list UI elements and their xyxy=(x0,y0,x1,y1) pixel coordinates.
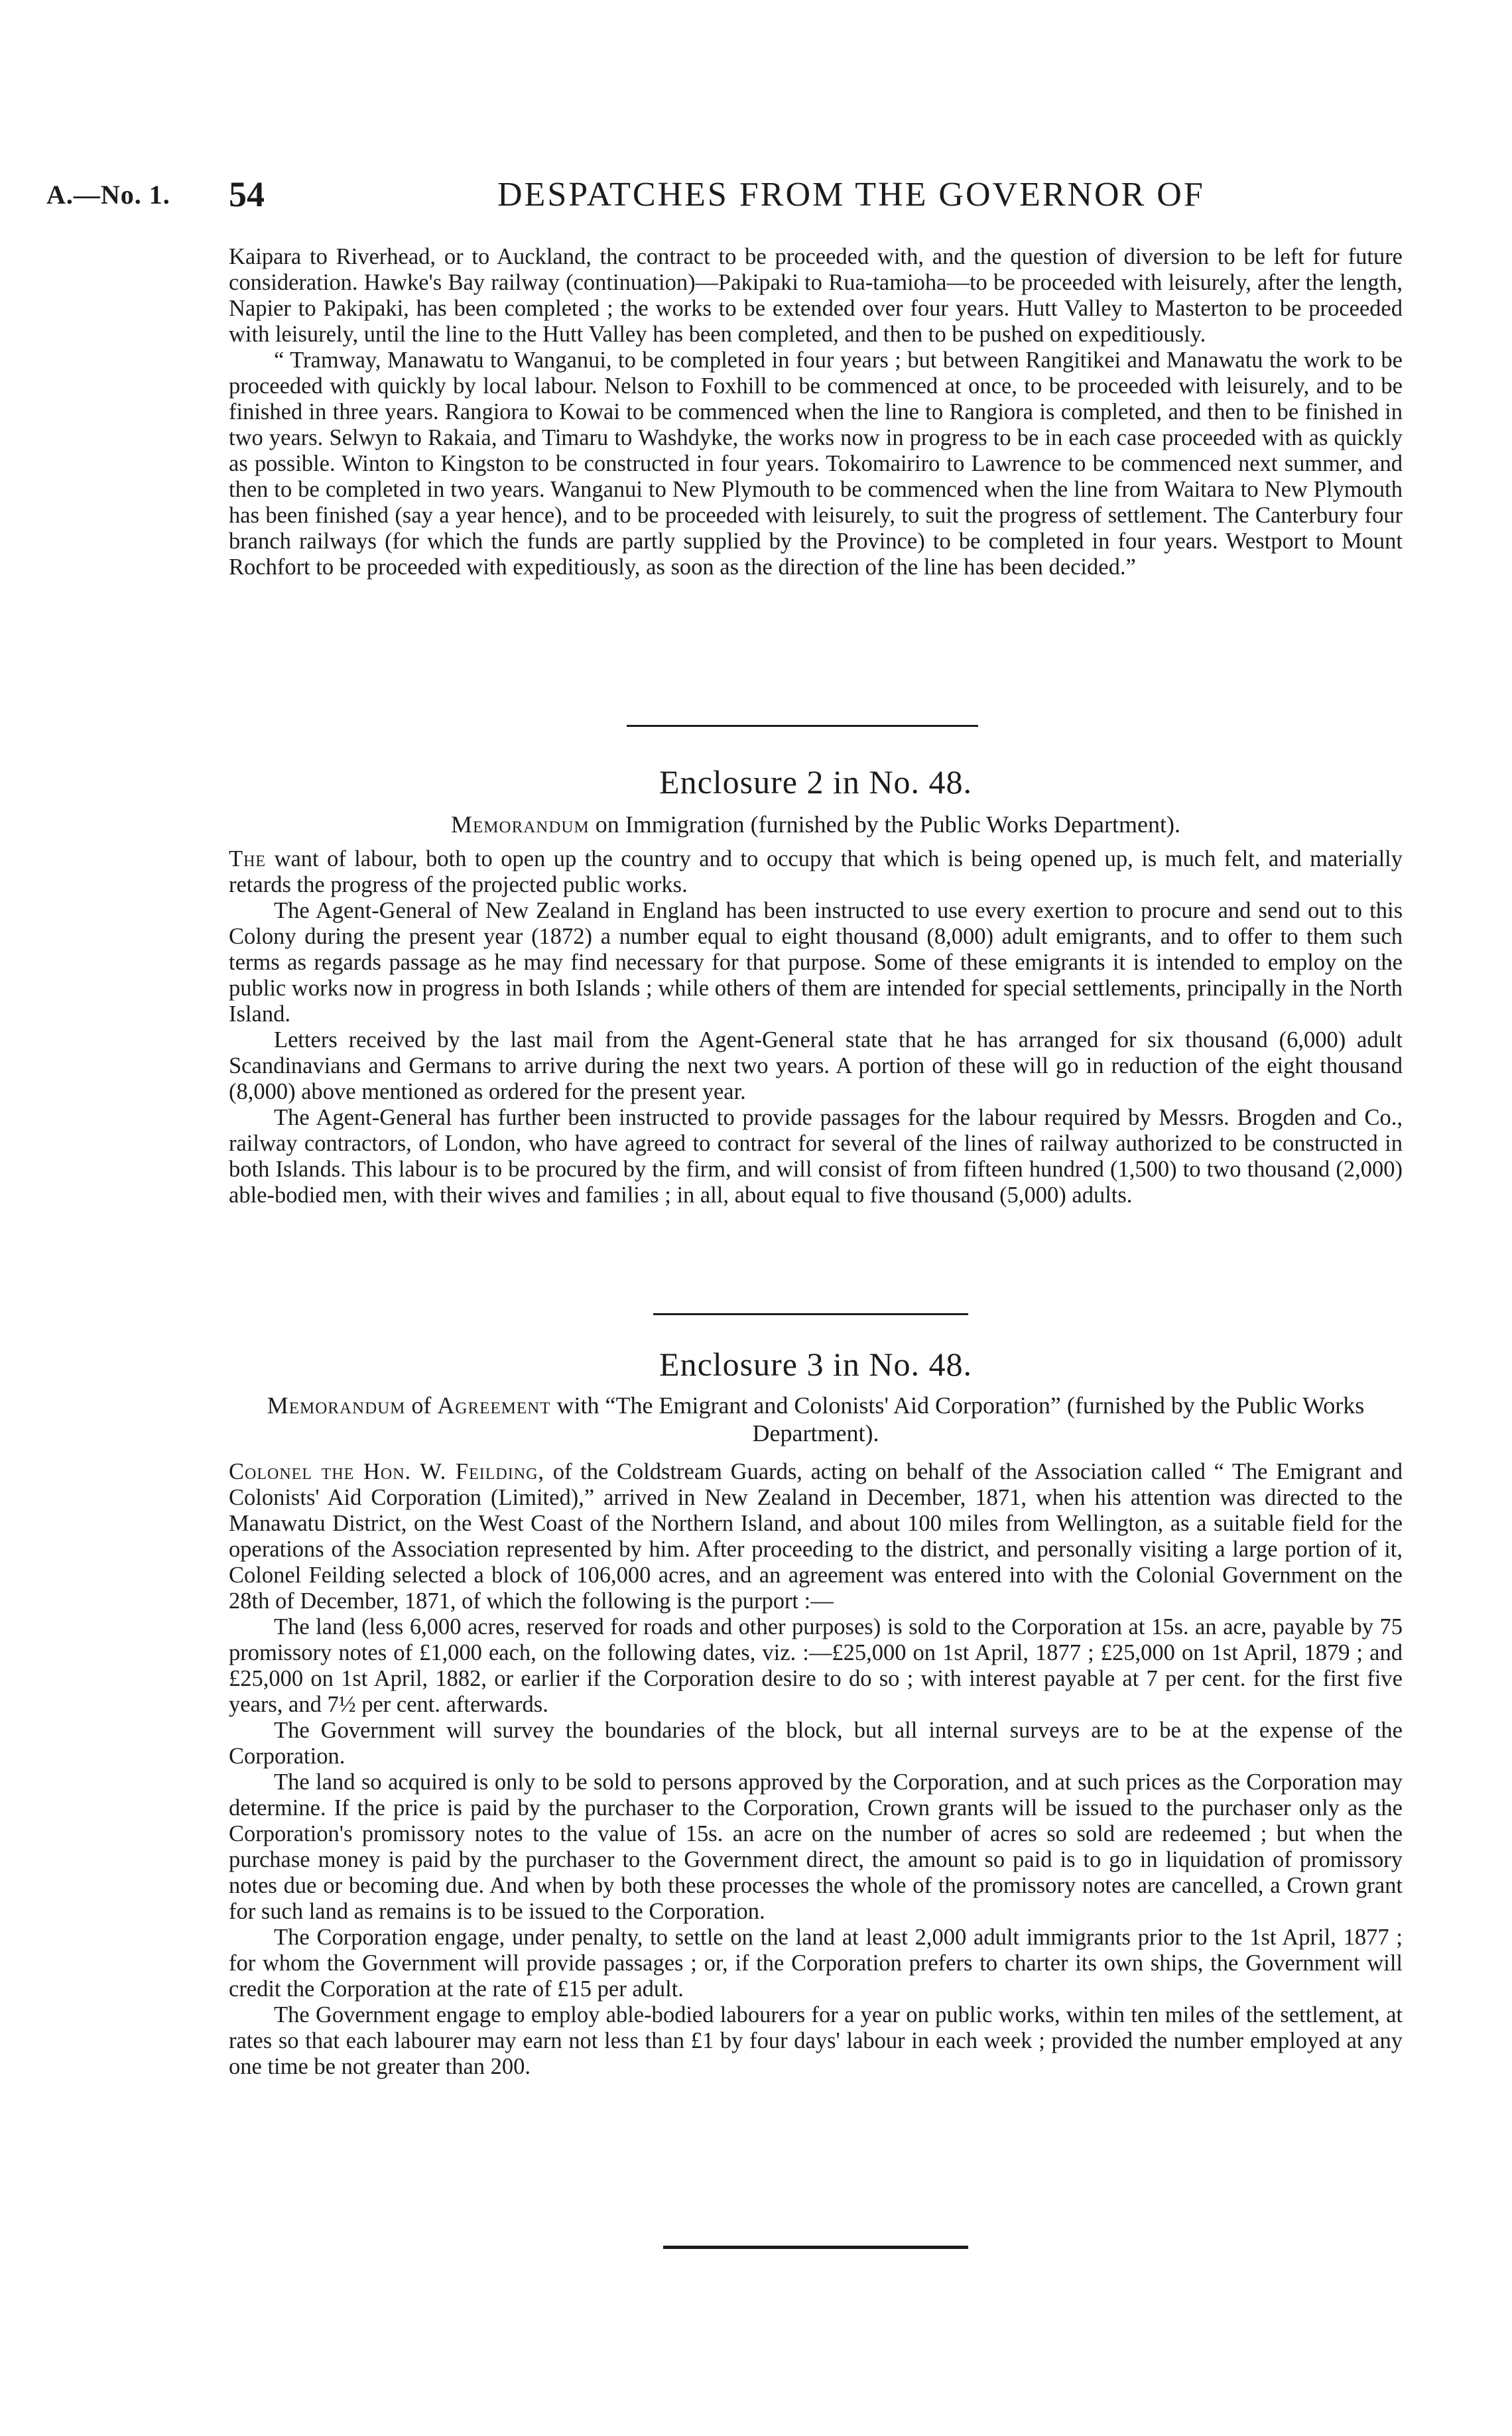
subtitle-caps: Memorandum xyxy=(267,1392,406,1419)
paragraph xyxy=(229,846,1403,898)
enclosure-3-subtitle xyxy=(229,1391,1403,1447)
page-header xyxy=(46,174,1466,220)
lead-caps: The xyxy=(229,846,267,871)
section-divider xyxy=(653,1313,968,1315)
paragraph: The Agent-General has further been instructed to provide passages for the labour required by Messrs. Brogden and Co., railway contractors, of London, who have agreed to contract for several of the lines of railway authorized to be constructed in both Islands. This labour is to be procured by the firm, and will consist of from fifteen hundred (1,500) to two thousand (2,000) able-bodied men, with their wives and families ; in all, about equal to five thousand (5,000) adults. xyxy=(229,1105,1403,1208)
running-title: DESPATCHES FROM THE GOVERNOR OF xyxy=(497,176,1205,214)
enclosure-2-body xyxy=(229,846,1403,1208)
subtitle-text: on Immigration (furnished by the Public Works Department). xyxy=(595,811,1180,838)
paragraph: The land (less 6,000 acres, reserved for roads and other purposes) is sold to the Corporation at 15s. an acre, payable by 75 promissory notes of £1,000 each, on the following dates, viz. :—£25,000 on 1st April, 1877 ; £25,000 on 1st April, 1879 ; and £25,000 on 1st April, 1882, or earlier if the Corporation desire to do so ; with interest payable at 7 per cent. for the first five years, and 7½ per cent. afterwards. xyxy=(229,1614,1403,1717)
paragraph xyxy=(229,1459,1403,1614)
enclosure-3-title: Enclosure 3 in No. 48. xyxy=(659,1346,972,1383)
section-divider xyxy=(627,725,978,727)
paragraph: The Agent-General of New Zealand in England has been instructed to use every exertion to procure and send out to this Colony during the present year (1872) a number equal to eight thousand (8,000) adult emigrants, and to offer to them such terms as regards passage as he may find necessary for that purpose. Some of these emigrants it is intended to employ on the public works now in progress in both Islands ; while others of them are intended for special settlements, principally in the North Island. xyxy=(229,898,1403,1027)
paragraph: The Government engage to employ able-bodied labourers for a year on public works, within ten miles of the settlement, at rates so that each labourer may earn not less than £1 by four days' labour in each week ; provided the number employed at any one time be not greater than 200. xyxy=(229,2002,1403,2079)
paper-reference: A.—No. 1. xyxy=(46,180,170,210)
paragraph: Kaipara to Riverhead, or to Auckland, the contract to be proceeded with, and the question of diversion to be left for future consideration. Hawke's Bay railway (continuation)—Pakipaki to Rua-tamioha—to be proceeded with leisurely, after the length, Napier to Pakipaki, has been completed ; the works to be extended over four years. Hutt Valley to Masterton to be proceeded with leisurely, until the line to the Hutt Valley has been completed, and then to be pushed on expeditiously. xyxy=(229,244,1403,347)
lead-caps: Colonel the Hon. W. Feilding, xyxy=(229,1459,545,1484)
subtitle-caps: Agreement xyxy=(437,1392,551,1419)
continuation-text xyxy=(229,244,1403,580)
end-rule xyxy=(663,2246,968,2249)
paragraph-text: want of labour, both to open up the country and to occupy that which is being opened up, is much felt, and materially retards the progress of the projected public works. xyxy=(229,846,1403,897)
paragraph: The land so acquired is only to be sold to persons approved by the Corporation, and at such prices as the Corporation may determine. If the price is paid by the purchaser to the Corporation, Crown grants will be issued to the purchaser only as the Corporation's promissory notes to the value of 15s. an acre on the number of acres so sold are redeemed ; but when the purchase money is paid by the purchaser to the Government direct, the amount so paid is to go in liquidation of promissory notes due or becoming due. And when by both these processes the whole of the promissory notes are cancelled, a Crown grant for such land as remains is to be issued to the Corporation. xyxy=(229,1769,1403,1924)
subtitle-text: of xyxy=(411,1392,432,1419)
paragraph: The Government will survey the boundaries of the block, but all internal surveys are to be at the expense of the Corporation. xyxy=(229,1718,1403,1769)
paragraph: Letters received by the last mail from the Agent-General state that he has arranged for six thousand (6,000) adult Scandinavians and Germans to arrive during the next two years. A portion of these will go in reduction of the eight thousand (8,000) above mentioned as ordered for the present year. xyxy=(229,1027,1403,1104)
subtitle-caps: Memorandum xyxy=(451,811,590,838)
enclosure-2-title: Enclosure 2 in No. 48. xyxy=(659,763,972,801)
paragraph: The Corporation engage, under penalty, to settle on the land at least 2,000 adult immigrants prior to the 1st April, 1877 ; for whom the Government will provide passages ; or, if the Corporation prefers to charter its own ships, the Government will credit the Corporation at the rate of £15 per adult. xyxy=(229,1925,1403,2002)
paragraph-text: of the Coldstream Guards, acting on behalf of the Association called “ The Emigrant and Colonists' Aid Corporation (Limited),” arrived in New Zealand in December, 1871, when his attention was directed to the Manawatu District, on the West Coast of the Northern Island, and about 100 miles from Wellington, as a suitable field for the operations of the Association represented by him. After proceeding to the district, and personally visiting a large portion of it, Colonel Feilding selected a block of 106,000 acres, and an agreement was entered into with the Colonial Government on the 28th of December, 1871, of which the following is the purport :— xyxy=(229,1459,1403,1614)
subtitle-text: with “The Emigrant and Colonists' Aid Corporation” (furnished by the Public Works Department). xyxy=(556,1392,1365,1446)
page-number: 54 xyxy=(229,174,265,214)
enclosure-2-subtitle xyxy=(229,810,1403,838)
enclosure-3-body xyxy=(229,1459,1403,2080)
paragraph: “ Tramway, Manawatu to Wanganui, to be completed in four years ; but between Rangitikei and Manawatu the work to be proceeded with quickly by local labour. Nelson to Foxhill to be commenced at once, to be proceeded with leisurely, and to be finished in three years. Rangiora to Kowai to be commenced when the line to Rangiora is completed, and then to be finished in two years. Selwyn to Rakaia, and Timaru to Washdyke, the works now in progress to be in each case proceeded with as quickly as possible. Winton to Kingston to be constructed in four years. Tokomairiro to Lawrence to be commenced next summer, and then to be completed in two years. Wanganui to New Plymouth to be commenced when the line from Waitara to New Plymouth has been finished (say a year hence), and to be proceeded with leisurely, to suit the progress of settlement. The Canterbury four branch railways (for which the funds are partly supplied by the Province) to be completed in four years. Westport to Mount Rochfort to be proceeded with expeditiously, as soon as the direction of the line has been decided.” xyxy=(229,348,1403,580)
